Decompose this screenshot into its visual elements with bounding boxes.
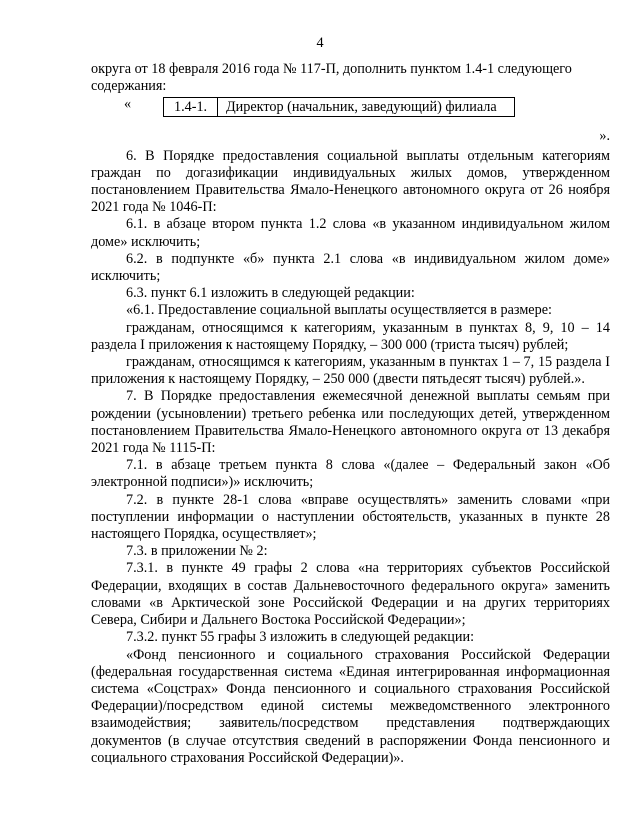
close-quote: ». — [599, 128, 610, 145]
intro-paragraph: округа от 18 февраля 2016 года № 117-П, дополнить пунктом 1.4-1 следующего содержания: — [91, 61, 572, 95]
paragraph-6-1: 6.1. в абзаце втором пункта 1.2 слова «в указанном индивидуальном жилом доме» исключить; — [91, 216, 610, 250]
paragraph-7-1: 7.1. в абзаце третьем пункта 8 слова «(далее – Федеральный закон «Об электронной подписи»)» исключить; — [91, 457, 610, 491]
document-body — [91, 61, 610, 767]
inserted-table — [163, 97, 515, 117]
paragraph-7-3-1: 7.3.1. в пункте 49 графы 2 слова «на территориях субъектов Российской Федерации, входящих в состав Дальневосточного федерального округа» заменить словами «в Арктической зоне Российской Федерации и на других территориях Севера, Сибири и Дальнего Востока Российской Федерации»; — [91, 560, 610, 629]
paragraph-7-3-2: 7.3.2. пункт 55 графы 3 изложить в следующей редакции: — [126, 629, 475, 646]
paragraph-6: 6. В Порядке предоставления социальной выплаты отдельным категориям граждан по догазификации индивидуальных жилых домов, утвержденном постановлением Правительства Ямало-Ненецкого автономного округа от 26 ноября 2021 года № 1046-П: — [91, 147, 610, 216]
paragraph-7-3-2-quote: «Фонд пенсионного и социального страхования Российской Федерации (федеральная государственная система «Единая интегрированная информационная система «Соцстрах» Фонда пенсионного и социального страхования Российской Федерации)/посредством единой системы межведомственного электронного взаимодействия; заявитель/посредством представления подтверждающих документов (в случае отсутствия сведений в распоряжении Фонда пенсионного и социального страхования Российской Федерации)». — [91, 646, 610, 766]
paragraph-6-2: 6.2. в подпункте «б» пункта 2.1 слова «в индивидуальном жилом доме» исключить; — [91, 250, 610, 285]
open-quote: « — [124, 96, 132, 113]
paragraph-6-3: 6.3. пункт 6.1 изложить в следующей редакции: — [126, 285, 415, 302]
paragraph-300000: гражданам, относящимся к категориям, указанным в пунктах 8, 9, 10 – 14 раздела I приложения к настоящему Порядку, – 300 000 (триста тысяч) рублей; — [91, 319, 610, 353]
table-cell-number: 1.4-1. — [164, 98, 218, 116]
inserted-table-block — [91, 95, 610, 128]
paragraph-6-3-quote: «6.1. Предоставление социальной выплаты осуществляется в размере: — [126, 302, 552, 319]
paragraph-7: 7. В Порядке предоставления ежемесячной денежной выплаты семьям при рождении (усыновлении) третьего ребенка или последующих детей, утвержденном постановлением Правительства Ямало-Ненецкого автономного округа от 13 декабря 2021 года № 1115-П: — [91, 388, 610, 457]
table-cell-text: Директор (начальник, заведующий) филиала — [226, 99, 497, 116]
page-number: 4 — [316, 35, 324, 51]
paragraph-250000: гражданам, относящимся к категориям, указанным в пунктах 1 – 7, 15 раздела I приложения к настоящему Порядку, – 250 000 (двести пятьдесят тысяч) рублей.». — [91, 354, 610, 388]
paragraph-7-2: 7.2. в пункте 28-1 слова «вправе осуществлять» заменить словами «при поступлении информации о наступлении обстоятельств, указанных в пункте 28 настоящего Порядка, осуществляет»; — [91, 491, 610, 543]
paragraph-7-3: 7.3. в приложении № 2: — [126, 543, 268, 560]
